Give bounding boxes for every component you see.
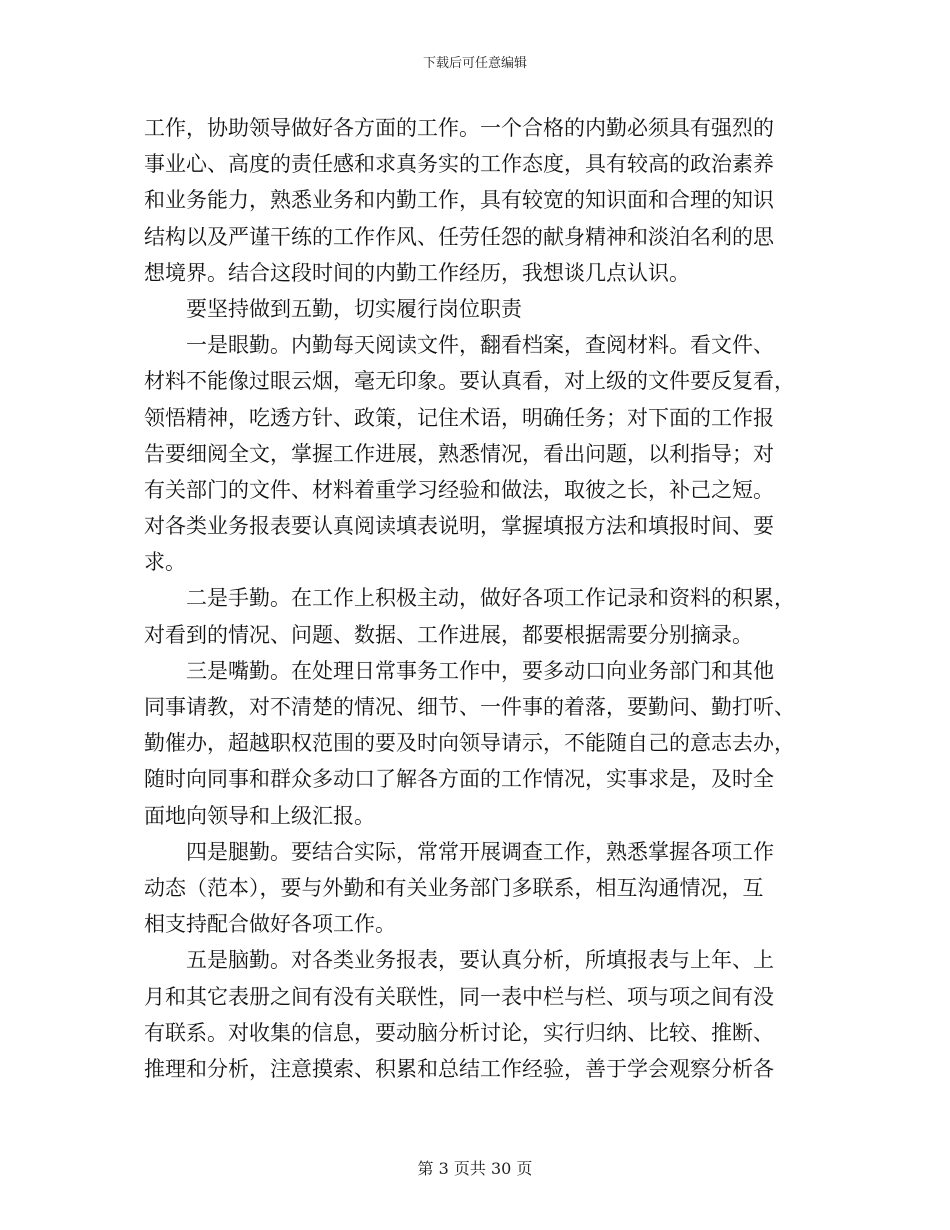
text-line: 相支持配合做好各项工作。 <box>144 912 396 937</box>
text-line: 五是脑勤。对各类业务报表，要认真分析，所填报表与上年、上 <box>186 948 774 973</box>
text-line: 对各类业务报表要认真阅读填表说明，掌握填报方法和填报时间、要 <box>144 514 774 539</box>
text-line: 想境界。结合这段时间的内勤工作经历，我想谈几点认识。 <box>144 260 690 285</box>
document-body <box>144 110 804 1087</box>
text-line: 事业心、高度的责任感和求真务实的工作态度，具有较高的政治素养 <box>144 152 774 177</box>
text-line: 对看到的情况、问题、数据、工作进展，都要根据需要分别摘录。 <box>144 622 753 647</box>
text-line: 勤催办，超越职权范围的要及时向领导请示，不能随自己的意志去办， <box>144 731 795 756</box>
page-footer: 第 3 页共 30 页 <box>417 1159 533 1178</box>
text-line: 要坚持做到五勤，切实履行岗位职责 <box>186 296 522 321</box>
text-line: 有联系。对收集的信息，要动脑分析讨论，实行归纳、比较、推断、 <box>144 1020 774 1045</box>
text-line: 四是腿勤。要结合实际，常常开展调查工作，熟悉掌握各项工作 <box>186 839 774 864</box>
text-line: 三是嘴勤。在处理日常事务工作中，要多动口向业务部门和其他 <box>186 658 774 683</box>
text-line: 面地向领导和上级汇报。 <box>144 803 375 828</box>
text-line: 告要细阅全文，掌握工作进展，熟悉情况，看出问题，以利指导；对 <box>144 441 774 466</box>
text-line: 二是手勤。在工作上积极主动，做好各项工作记录和资料的积累， <box>186 586 795 611</box>
text-line: 结构以及严谨干练的工作作风、任劳任怨的献身精神和淡泊名利的思 <box>144 224 774 249</box>
text-line: 领悟精神，吃透方针、政策，记住术语，明确任务；对下面的工作报 <box>144 405 774 430</box>
text-line: 材料不能像过眼云烟，毫无印象。要认真看，对上级的文件要反复看， <box>144 369 795 394</box>
text-line: 动态（范本），要与外勤和有关业务部门多联系，相互沟通情况，互 <box>144 875 764 900</box>
text-line: 工作，协助领导做好各方面的工作。一个合格的内勤必须具有强烈的 <box>144 116 774 140</box>
text-line: 推理和分析，注意摸索、积累和总结工作经验，善于学会观察分析各 <box>144 1056 774 1081</box>
text-line: 一是眼勤。内勤每天阅读文件，翻看档案，查阅材料。看文件、 <box>186 333 774 358</box>
text-line: 有关部门的文件、材料着重学习经验和做法，取彼之长，补己之短。 <box>144 477 774 502</box>
text-line: 同事请教，对不清楚的情况、细节、一件事的着落，要勤问、勤打听、 <box>144 695 795 719</box>
text-line: 求。 <box>144 550 186 575</box>
text-line: 和业务能力，熟悉业务和内勤工作，具有较宽的知识面和合理的知识 <box>144 188 774 213</box>
text-line: 月和其它表册之间有没有关联性，同一表中栏与栏、项与项之间有没 <box>144 984 774 1009</box>
text-line: 随时向同事和群众多动口了解各方面的工作情况，实事求是，及时全 <box>144 767 774 792</box>
page-header: 下载后可任意编辑 <box>422 56 527 71</box>
